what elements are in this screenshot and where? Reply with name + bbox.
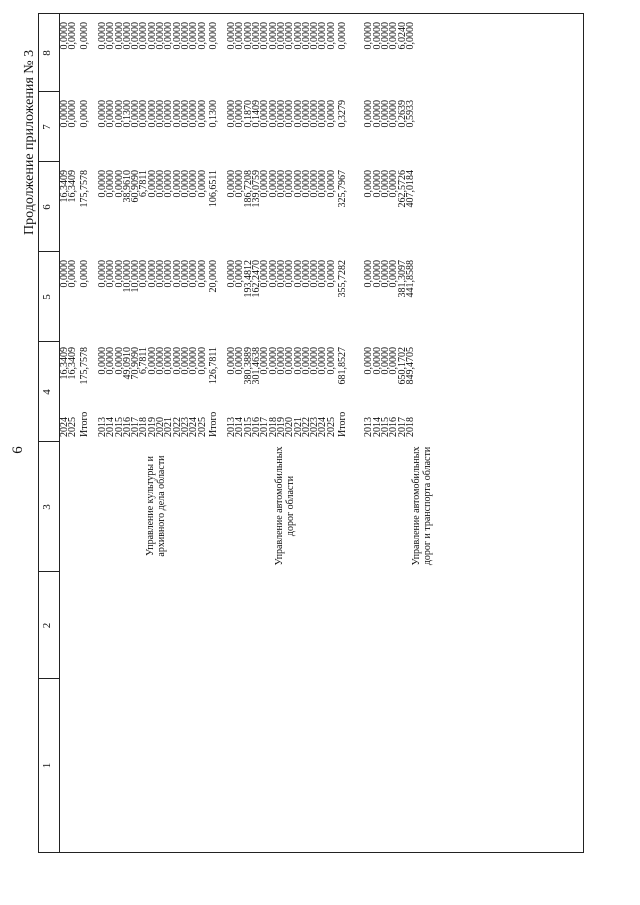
value-cell-c4: 0,0000 [275, 347, 287, 375]
value-cell-c7: 0,0000 [105, 100, 117, 128]
value-cell-c6: 0,0000 [371, 170, 383, 198]
value-cell-c7: 0,0000 [267, 100, 279, 128]
value-cell-c6: 0,0000 [96, 170, 108, 198]
value-cell-c6: 0,0000 [363, 170, 375, 198]
value-cell-c5: 0,0000 [363, 260, 375, 288]
value-cell-c8: 0,0000 [130, 22, 142, 50]
value-cell-c7: 0,0000 [275, 100, 287, 128]
value-cell-c5: 10,0000 [130, 260, 142, 293]
value-cell-c8: 0,0000 [234, 22, 246, 50]
value-cell-c5: 0,0000 [309, 260, 321, 288]
value-cell-c5: 0,0000 [275, 260, 287, 288]
value-cell-c4: 0,0000 [379, 347, 391, 375]
value-cell-c6: 262,5726 [396, 170, 408, 208]
value-cell-c6: 0,0000 [325, 170, 337, 198]
value-cell-c8: 0,0000 [300, 22, 312, 50]
value-cell-c7: 0,2639 [396, 100, 408, 128]
row-year-cell: 2024 [59, 417, 70, 437]
value-cell-c5: 193,4812 [242, 260, 254, 298]
value-cell-c8: 0,0000 [325, 22, 337, 50]
value-cell-c6: 0,0000 [234, 170, 246, 198]
row-year-cell: 2020 [284, 417, 296, 437]
value-cell-c5: 0,0000 [292, 260, 304, 288]
value-cell-c8: 0,0000 [121, 22, 133, 50]
value-cell-c7: 0,0000 [78, 100, 90, 128]
value-cell-c4: 0,0000 [309, 347, 321, 375]
value-cell-c4: 49,0910 [121, 347, 133, 380]
value-cell-c4: 16,3409 [59, 347, 70, 380]
value-cell-c7: 0,0000 [325, 100, 337, 128]
value-cell-c4: 0,0000 [163, 347, 175, 375]
organization-name-line: Управление автомобильных [411, 446, 423, 566]
value-cell-c8: 0,0000 [163, 22, 175, 50]
value-cell-c5: 0,0000 [234, 260, 246, 288]
value-cell-c4: 0,0000 [146, 347, 158, 375]
value-cell-c7: 0,0000 [113, 100, 125, 128]
value-cell-c5: 0,0000 [179, 260, 191, 288]
value-cell-c4: 0,0000 [188, 347, 200, 375]
value-cell-c4: 0,0000 [363, 347, 375, 375]
value-cell-c6: 0,0000 [267, 170, 279, 198]
value-cell-c8: 0,0000 [113, 22, 125, 50]
value-cell-c6: 0,0000 [226, 170, 238, 198]
row-year-cell: 2013 [96, 417, 108, 437]
value-cell-c4: 6,7811 [138, 347, 150, 375]
value-cell-c7: 0,0000 [234, 100, 246, 128]
row-year-cell: 2024 [317, 417, 329, 437]
value-cell-c5: 441,8588 [404, 260, 416, 298]
row-year-cell: 2024 [188, 417, 200, 437]
value-cell-c7: 0,0000 [259, 100, 271, 128]
value-cell-c6: 16,3409 [67, 170, 79, 203]
value-cell-c4: 0,0000 [196, 347, 208, 375]
value-cell-c8: 0,0000 [226, 22, 238, 50]
value-cell-c5: 0,0000 [163, 260, 175, 288]
row-year-cell: 2017 [396, 417, 408, 437]
value-cell-c6: 0,0000 [284, 170, 296, 198]
value-cell-c8: 6,0240 [396, 22, 408, 50]
value-cell-c8: 0,0000 [59, 22, 70, 50]
value-cell-c5: 0,0000 [171, 260, 183, 288]
value-cell-c7: 0,1409 [251, 100, 262, 128]
value-cell-c4: 0,0000 [284, 347, 296, 375]
value-cell-c6: 0,0000 [379, 170, 391, 198]
value-cell-c8: 0,0000 [267, 22, 279, 50]
value-cell-c7: 0,0000 [309, 100, 321, 128]
row-year-cell: 2016 [388, 417, 400, 437]
row-year-cell: 2018 [404, 417, 416, 437]
value-cell-c5: 0,0000 [78, 260, 90, 288]
row-year-cell: 2015 [113, 417, 125, 437]
value-cell-c6: 0,0000 [292, 170, 304, 198]
column-header-7: 7 [41, 124, 53, 130]
value-cell-c7: 0,0000 [130, 100, 142, 128]
value-cell-c6: 0,0000 [275, 170, 287, 198]
value-cell-c5: 0,0000 [96, 260, 108, 288]
value-cell-c8: 0,0000 [188, 22, 200, 50]
value-cell-c6: 186,7208 [242, 170, 254, 208]
value-cell-c5: 0,0000 [196, 260, 208, 288]
row-year-cell: 2022 [300, 417, 312, 437]
column-header-6: 6 [41, 204, 53, 210]
value-cell-c8: 0,0000 [275, 22, 287, 50]
value-cell-c4: 0,0000 [300, 347, 312, 375]
value-cell-c5: 10,0000 [121, 260, 133, 293]
row-year-cell: 2019 [275, 417, 287, 437]
value-cell-c6: 38,9610 [121, 170, 133, 203]
value-cell-c7: 0,0000 [284, 100, 296, 128]
value-cell-c4: 126,7811 [207, 347, 219, 385]
value-cell-c4: 0,0000 [388, 347, 400, 375]
row-year-cell: 2025 [325, 417, 337, 437]
value-cell-c7: 0,0000 [188, 100, 200, 128]
value-cell-c7: 0,0000 [171, 100, 183, 128]
row-year-cell: 2016 [251, 417, 262, 437]
value-cell-c8: 0,0000 [105, 22, 117, 50]
value-cell-c7: 0,0000 [59, 100, 70, 128]
page-number: 6 [10, 446, 26, 454]
value-cell-c7: 0,1870 [242, 100, 254, 128]
value-cell-c4: 0,0000 [371, 347, 383, 375]
row-year-cell: 2014 [234, 417, 246, 437]
value-cell-c8: 0,0000 [292, 22, 304, 50]
value-cell-c6: 0,0000 [113, 170, 125, 198]
column-header-3: 3 [41, 504, 53, 510]
value-cell-c7: 0,0000 [155, 100, 166, 128]
value-cell-c8: 0,0000 [388, 22, 400, 50]
value-cell-c4: 0,0000 [96, 347, 108, 375]
row-year-cell: 2023 [179, 417, 191, 437]
value-cell-c6: 106,6511 [207, 170, 219, 208]
value-cell-c8: 0,0000 [138, 22, 150, 50]
organization-name-line: дорог области [285, 475, 297, 537]
row-year-cell: 2018 [267, 417, 279, 437]
value-cell-c5: 0,0000 [325, 260, 337, 288]
value-cell-c7: 0,0000 [163, 100, 175, 128]
value-cell-c4: 0,0000 [171, 347, 183, 375]
value-cell-c7: 0,0000 [317, 100, 329, 128]
value-cell-c6: 0,0000 [317, 170, 329, 198]
value-cell-c8: 0,0000 [317, 22, 329, 50]
value-cell-c4: 0,0000 [105, 347, 117, 375]
value-cell-c6: 0,0000 [309, 170, 321, 198]
value-cell-c8: 0,0000 [404, 22, 416, 50]
row-year-cell: 2014 [105, 417, 117, 437]
organization-name-line: Управление автомобильных [274, 446, 286, 566]
value-cell-c8: 0,0000 [96, 22, 108, 50]
value-cell-c6: 60,9090 [130, 170, 142, 203]
value-cell-c6: 16,3409 [59, 170, 70, 203]
value-cell-c4: 0,0000 [113, 347, 125, 375]
value-cell-c6: 139,0759 [251, 170, 262, 208]
value-cell-c4: 849,4705 [404, 347, 416, 385]
row-year-cell: 2017 [259, 417, 271, 437]
row-year-cell: Итого [207, 411, 219, 437]
value-cell-c5: 0,0000 [105, 260, 117, 288]
row-year-cell: 2022 [171, 417, 183, 437]
value-cell-c7: 0,0000 [138, 100, 150, 128]
value-cell-c7: 0,3279 [337, 100, 348, 128]
value-cell-c4: 0,0000 [267, 347, 279, 375]
value-cell-c8: 0,0000 [146, 22, 158, 50]
row-year-cell: 2025 [67, 417, 79, 437]
value-cell-c8: 0,0000 [284, 22, 296, 50]
row-year-cell: 2015 [379, 417, 391, 437]
value-cell-c7: 0,0000 [96, 100, 108, 128]
value-cell-c7: 0,5933 [404, 100, 416, 128]
value-cell-c6: 175,7578 [78, 170, 90, 208]
value-cell-c5: 0,0000 [188, 260, 200, 288]
value-cell-c7: 0,0000 [179, 100, 191, 128]
value-cell-c6: 0,0000 [155, 170, 166, 198]
column-header-8: 8 [41, 50, 53, 56]
value-cell-c8: 0,0000 [259, 22, 271, 50]
row-year-cell: 2019 [146, 417, 158, 437]
value-cell-c4: 0,0000 [179, 347, 191, 375]
value-cell-c6: 0,0000 [163, 170, 175, 198]
value-cell-c8: 0,0000 [363, 22, 375, 50]
column-header-4: 4 [41, 389, 53, 395]
value-cell-c6: 0,0000 [300, 170, 312, 198]
value-cell-c6: 0,0000 [179, 170, 191, 198]
organization-name-line: архивного дела области [155, 455, 167, 557]
value-cell-c7: 0,0000 [363, 100, 375, 128]
value-cell-c5: 162,2470 [251, 260, 262, 298]
value-cell-c8: 0,0000 [242, 22, 254, 50]
column-header-5: 5 [41, 294, 53, 300]
value-cell-c5: 0,0000 [284, 260, 296, 288]
row-year-cell: 2020 [155, 417, 166, 437]
value-cell-c5: 381,3097 [396, 260, 408, 298]
value-cell-c4: 16,3409 [67, 347, 79, 380]
value-cell-c7: 0,0000 [371, 100, 383, 128]
appendix-caption: Продолжение приложения № 3 [22, 49, 37, 235]
value-cell-c5: 0,0000 [59, 260, 70, 288]
row-year-cell: 2016 [121, 417, 133, 437]
value-cell-c4: 681,8527 [337, 347, 348, 385]
row-year-cell: Итого [78, 411, 90, 437]
row-year-cell: 2014 [371, 417, 383, 437]
row-year-cell: 2013 [226, 417, 238, 437]
value-cell-c4: 650,1702 [396, 347, 408, 385]
value-cell-c8: 0,0000 [337, 22, 348, 50]
value-cell-c8: 0,0000 [207, 22, 219, 50]
value-cell-c6: 0,0000 [171, 170, 183, 198]
value-cell-c5: 0,0000 [317, 260, 329, 288]
value-cell-c4: 70,9090 [130, 347, 142, 380]
value-cell-c6: 407,0184 [404, 170, 416, 208]
value-cell-c6: 325,7967 [337, 170, 348, 208]
value-cell-c5: 355,7282 [337, 260, 348, 298]
value-cell-c7: 0,0000 [300, 100, 312, 128]
value-cell-c7: 0,1300 [121, 100, 133, 128]
value-cell-c5: 0,0000 [138, 260, 150, 288]
row-year-cell: 2025 [196, 417, 208, 437]
row-year-cell: 2023 [309, 417, 321, 437]
value-cell-c5: 0,0000 [388, 260, 400, 288]
value-cell-c4: 0,0000 [292, 347, 304, 375]
value-cell-c5: 20,0000 [207, 260, 219, 293]
row-year-cell: 2018 [138, 417, 150, 437]
value-cell-c6: 0,0000 [105, 170, 117, 198]
column-header-2: 2 [41, 622, 53, 629]
value-cell-c5: 0,0000 [155, 260, 166, 288]
row-year-cell: 2015 [242, 417, 254, 437]
value-cell-c8: 0,0000 [196, 22, 208, 50]
value-cell-c5: 0,0000 [113, 260, 125, 288]
value-cell-c5: 0,0000 [226, 260, 238, 288]
value-cell-c8: 0,0000 [155, 22, 166, 50]
value-cell-c7: 0,0000 [388, 100, 400, 128]
value-cell-c6: 6,7811 [138, 170, 150, 198]
value-cell-c4: 175,7578 [78, 347, 90, 385]
value-cell-c5: 0,0000 [67, 260, 79, 288]
value-cell-c7: 0,0000 [146, 100, 158, 128]
value-cell-c4: 0,0000 [317, 347, 329, 375]
row-year-cell: 2017 [130, 417, 142, 437]
value-cell-c4: 0,0000 [226, 347, 238, 375]
value-cell-c6: 0,0000 [259, 170, 271, 198]
value-cell-c8: 0,0000 [371, 22, 383, 50]
row-year-cell: Итого [337, 411, 348, 437]
row-year-cell: 2013 [363, 417, 375, 437]
column-header-1: 1 [41, 762, 53, 769]
value-cell-c5: 0,0000 [267, 260, 279, 288]
value-cell-c7: 0,0000 [292, 100, 304, 128]
value-cell-c4: 301,4638 [251, 347, 262, 385]
value-cell-c4: 380,3889 [242, 347, 254, 385]
value-cell-c7: 0,0000 [196, 100, 208, 128]
organization-name-line: Управление культуры и [144, 456, 156, 556]
value-cell-c8: 0,0000 [251, 22, 262, 50]
value-cell-c4: 0,0000 [259, 347, 271, 375]
value-cell-c5: 0,0000 [259, 260, 271, 288]
appendix-table [38, 13, 584, 853]
value-cell-c7: 0,0000 [226, 100, 238, 128]
value-cell-c7: 0,0000 [379, 100, 391, 128]
value-cell-c7: 0,0000 [67, 100, 79, 128]
value-cell-c4: 0,0000 [155, 347, 166, 375]
row-year-cell: 2021 [292, 417, 304, 437]
value-cell-c8: 0,0000 [379, 22, 391, 50]
value-cell-c6: 0,0000 [188, 170, 200, 198]
value-cell-c4: 0,0000 [325, 347, 337, 375]
value-cell-c5: 0,0000 [379, 260, 391, 288]
value-cell-c4: 0,0000 [234, 347, 246, 375]
value-cell-c6: 0,0000 [196, 170, 208, 198]
value-cell-c6: 0,0000 [388, 170, 400, 198]
value-cell-c8: 0,0000 [179, 22, 191, 50]
value-cell-c5: 0,0000 [146, 260, 158, 288]
value-cell-c6: 0,0000 [146, 170, 158, 198]
organization-name-line: дорог и транспорта области [422, 446, 434, 566]
value-cell-c5: 0,0000 [371, 260, 383, 288]
value-cell-c7: 0,1300 [207, 100, 219, 128]
value-cell-c8: 0,0000 [67, 22, 79, 50]
row-year-cell: 2021 [163, 417, 175, 437]
value-cell-c8: 0,0000 [171, 22, 183, 50]
value-cell-c8: 0,0000 [309, 22, 321, 50]
value-cell-c5: 0,0000 [300, 260, 312, 288]
value-cell-c8: 0,0000 [78, 22, 90, 50]
